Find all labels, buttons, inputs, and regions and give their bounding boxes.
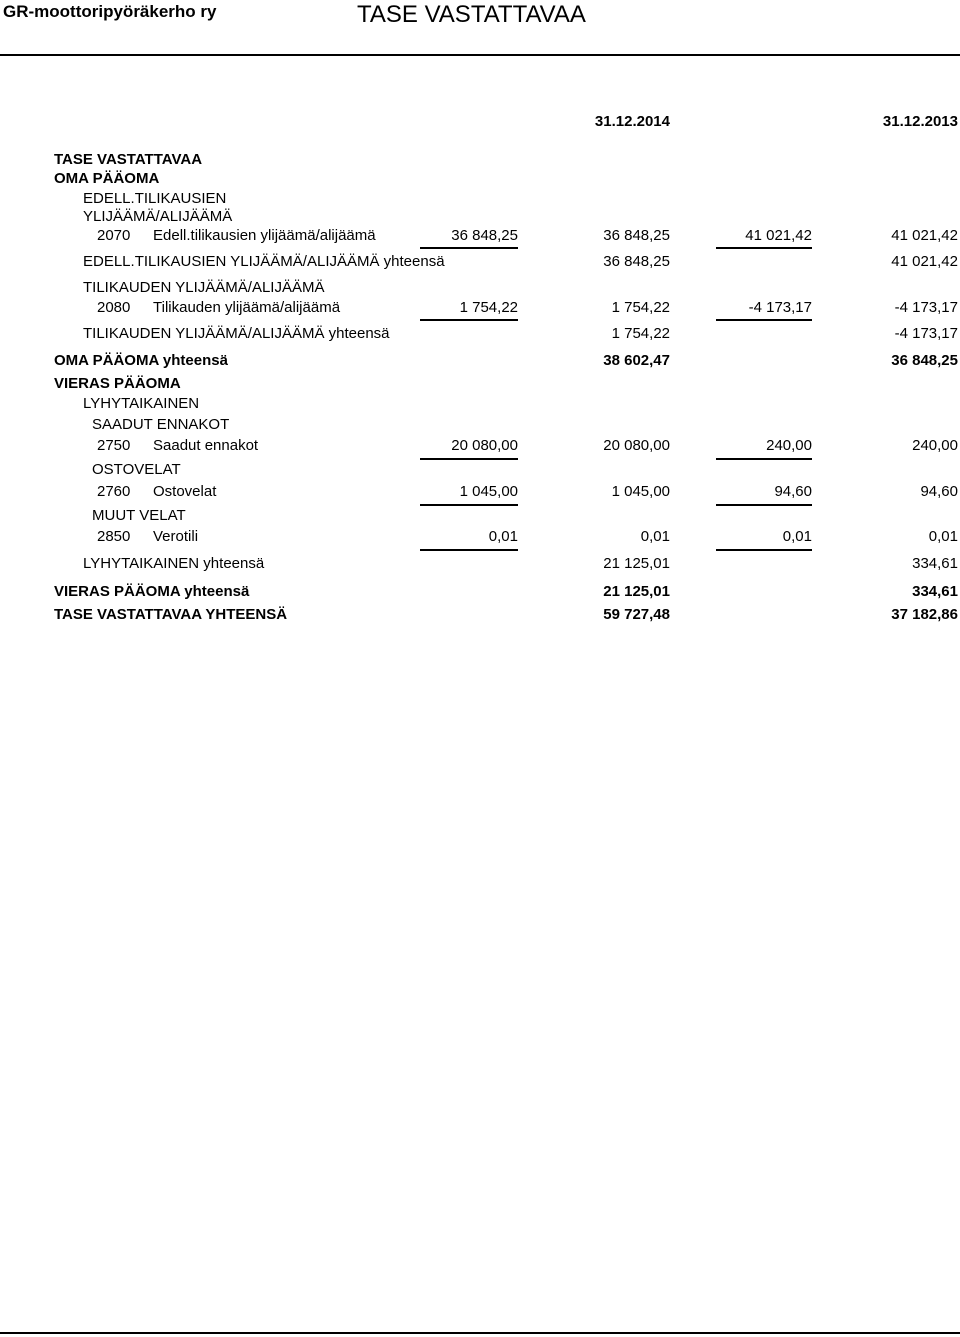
account-amount-2014: 20 080,00 [451, 437, 518, 454]
account-number: 2080 [97, 299, 131, 316]
account-name: Verotili [153, 528, 199, 545]
account-number: 2070 [97, 227, 131, 244]
subtotal-lyhytaikainen-label: LYHYTAIKAINEN yhteensä [83, 555, 265, 572]
account-amount-2013: -4 173,17 [748, 299, 812, 316]
underline [716, 504, 812, 506]
group-edell-line2: YLIJÄÄMÄ/ALIJÄÄMÄ [83, 208, 233, 225]
underline [420, 458, 518, 460]
header-divider [0, 54, 960, 56]
subtotal-tilikauden-2013: -4 173,17 [894, 325, 958, 342]
account-name: Edell.tilikausien ylijäämä/alijäämä [153, 227, 376, 244]
account-total-2013: -4 173,17 [894, 299, 958, 316]
account-total-2014: 1 045,00 [611, 483, 670, 500]
underline [420, 504, 518, 506]
organization-name: GR-moottoripyöräkerho ry [3, 2, 217, 21]
subtotal-edell-label: EDELL.TILIKAUSIEN YLIJÄÄMÄ/ALIJÄÄMÄ yhteensä [83, 253, 445, 270]
account-amount-2013: 240,00 [766, 437, 812, 454]
subtotal-vieras-paaoma-2013: 334,61 [912, 583, 958, 600]
subtotal-lyhytaikainen-2013: 334,61 [912, 555, 958, 572]
subtotal-tilikauden-2014: 1 754,22 [611, 325, 670, 342]
footer-divider [0, 1332, 960, 1334]
account-number: 2760 [97, 483, 131, 500]
account-amount-2013: 94,60 [774, 483, 812, 500]
total-tase-2013: 37 182,86 [891, 606, 958, 623]
account-total-2013: 0,01 [928, 528, 958, 545]
subtotal-vieras-paaoma-label: VIERAS PÄÄOMA yhteensä [54, 583, 250, 600]
underline [420, 549, 518, 551]
subtotal-oma-paaoma-label: OMA PÄÄOMA yhteensä [54, 352, 228, 369]
group-tilikauden: TILIKAUDEN YLIJÄÄMÄ/ALIJÄÄMÄ [83, 279, 325, 296]
subtotal-tilikauden-label: TILIKAUDEN YLIJÄÄMÄ/ALIJÄÄMÄ yhteensä [83, 325, 390, 342]
account-number: 2850 [97, 528, 131, 545]
account-total-2014: 36 848,25 [603, 227, 670, 244]
total-tase-2014: 59 727,48 [603, 606, 670, 623]
account-total-2014: 1 754,22 [611, 299, 670, 316]
column-header-2013: 31.12.2013 [882, 113, 958, 130]
account-amount-2014: 1 754,22 [459, 299, 518, 316]
underline [420, 319, 518, 321]
subtotal-oma-paaoma-2014: 38 602,47 [603, 352, 670, 369]
account-total-2013: 240,00 [912, 437, 958, 454]
account-name: Saadut ennakot [153, 437, 259, 454]
account-name: Tilikauden ylijäämä/alijäämä [153, 299, 341, 316]
group-saadut-ennakot: SAADUT ENNAKOT [92, 416, 230, 433]
account-total-2013: 94,60 [920, 483, 958, 500]
account-amount-2013: 41 021,42 [745, 227, 812, 244]
account-total-2013: 41 021,42 [891, 227, 958, 244]
underline [716, 458, 812, 460]
account-name: Ostovelat [153, 483, 217, 500]
account-number: 2750 [97, 437, 131, 454]
column-header-2014: 31.12.2014 [594, 113, 670, 130]
section-tase-vastattavaa: TASE VASTATTAVAA [54, 151, 203, 168]
account-amount-2014: 1 045,00 [459, 483, 518, 500]
group-lyhytaikainen: LYHYTAIKAINEN [83, 395, 200, 412]
subtotal-vieras-paaoma-2014: 21 125,01 [603, 583, 670, 600]
section-vieras-paaoma: VIERAS PÄÄOMA [54, 375, 181, 392]
account-total-2014: 20 080,00 [603, 437, 670, 454]
section-oma-paaoma: OMA PÄÄOMA [54, 170, 160, 187]
account-amount-2014: 36 848,25 [451, 227, 518, 244]
account-total-2014: 0,01 [640, 528, 670, 545]
subtotal-edell-2013: 41 021,42 [891, 253, 958, 270]
group-edell-line1: EDELL.TILIKAUSIEN [83, 190, 227, 207]
underline [716, 549, 812, 551]
account-amount-2013: 0,01 [782, 528, 812, 545]
subtotal-oma-paaoma-2013: 36 848,25 [891, 352, 958, 369]
group-ostovelat: OSTOVELAT [92, 461, 181, 478]
total-tase-label: TASE VASTATTAVAA YHTEENSÄ [54, 606, 288, 623]
account-amount-2014: 0,01 [488, 528, 518, 545]
subtotal-lyhytaikainen-2014: 21 125,01 [603, 555, 670, 572]
underline [716, 319, 812, 321]
underline [420, 247, 518, 249]
subtotal-edell-2014: 36 848,25 [603, 253, 670, 270]
page-title: TASE VASTATTAVAA [357, 1, 586, 28]
group-muut-velat: MUUT VELAT [92, 507, 186, 524]
underline [716, 247, 812, 249]
